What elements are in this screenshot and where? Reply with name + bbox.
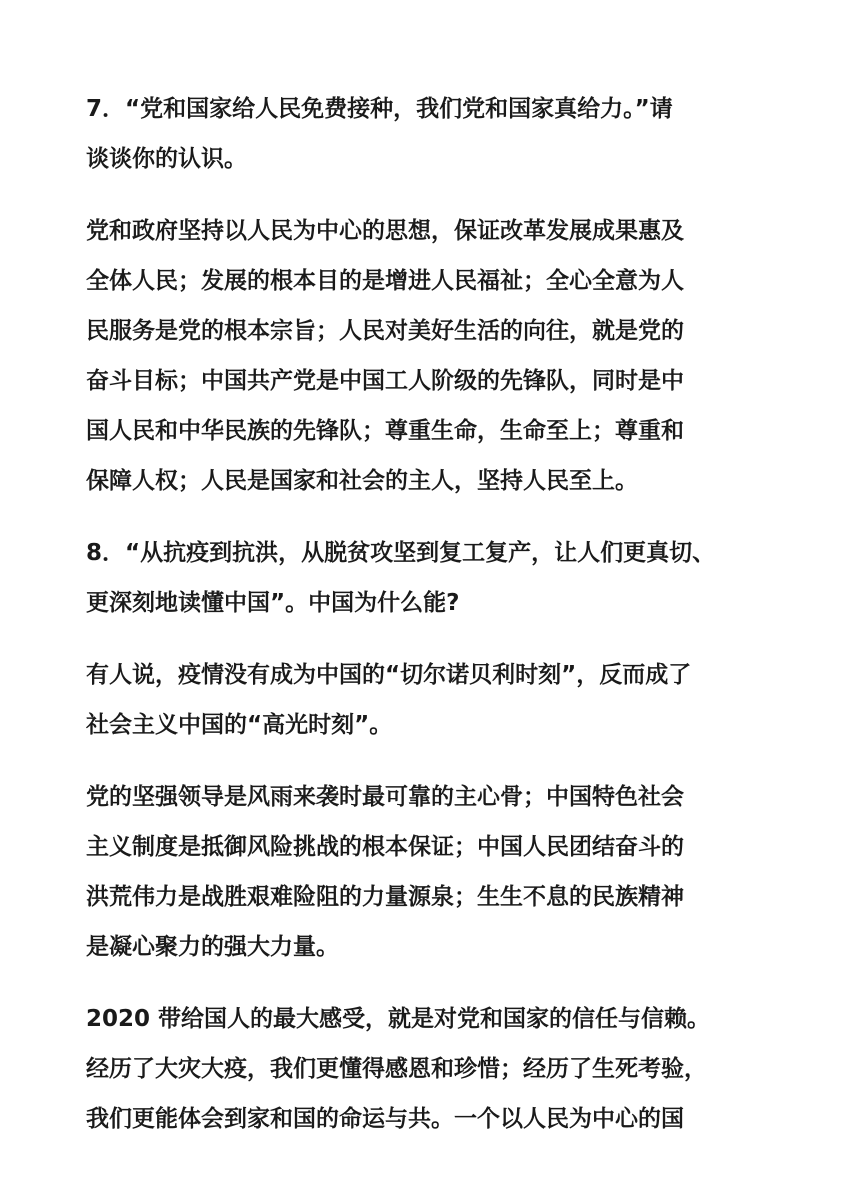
answer-7	[86, 206, 776, 506]
text-line: 我们更能体会到家和国的命运与共。一个以人民为中心的国	[86, 1106, 684, 1132]
text-line: 8．“从抗疫到抗洪，从脱贫攻坚到复工复产，让人们更真切、	[86, 540, 716, 566]
text-line: 7．“党和国家给人民免费接种，我们党和国家真给力。”请	[86, 96, 673, 122]
text-line: 洪荒伟力是战胜艰难险阻的力量源泉；生生不息的民族精神	[86, 884, 684, 910]
answer-8-conclusion	[86, 994, 776, 1144]
question-8	[86, 528, 776, 628]
text-line: 国人民和中华民族的先锋队；尊重生命，生命至上；尊重和	[86, 418, 684, 444]
text-line: 更深刻地读懂中国”。中国为什么能?	[86, 590, 460, 616]
question-7	[86, 84, 776, 184]
text-line: 2020 带给国人的最大感受，就是对党和国家的信任与信赖。	[86, 1006, 711, 1032]
text-line: 主义制度是抵御风险挑战的根本保证；中国人民团结奋斗的	[86, 834, 684, 860]
text-line: 全体人民；发展的根本目的是增进人民福祉；全心全意为人	[86, 268, 684, 294]
answer-8-reasons	[86, 772, 776, 972]
text-line: 保障人权；人民是国家和社会的主人，坚持人民至上。	[86, 468, 638, 494]
text-line: 有人说，疫情没有成为中国的“切尔诺贝利时刻”，反而成了	[86, 662, 692, 688]
document-page	[86, 84, 776, 1144]
text-line: 党的坚强领导是风雨来袭时最可靠的主心骨；中国特色社会	[86, 784, 684, 810]
text-line: 是凝心聚力的强大力量。	[86, 934, 339, 960]
text-line: 奋斗目标；中国共产党是中国工人阶级的先锋队，同时是中	[86, 368, 684, 394]
text-line: 经历了大灾大疫，我们更懂得感恩和珍惜；经历了生死考验，	[86, 1056, 707, 1082]
text-line: 谈谈你的认识。	[86, 146, 247, 172]
text-line: 民服务是党的根本宗旨；人民对美好生活的向往，就是党的	[86, 318, 684, 344]
answer-8-intro	[86, 650, 776, 750]
text-line: 党和政府坚持以人民为中心的思想，保证改革发展成果惠及	[86, 218, 684, 244]
text-line: 社会主义中国的“高光时刻”。	[86, 712, 393, 738]
